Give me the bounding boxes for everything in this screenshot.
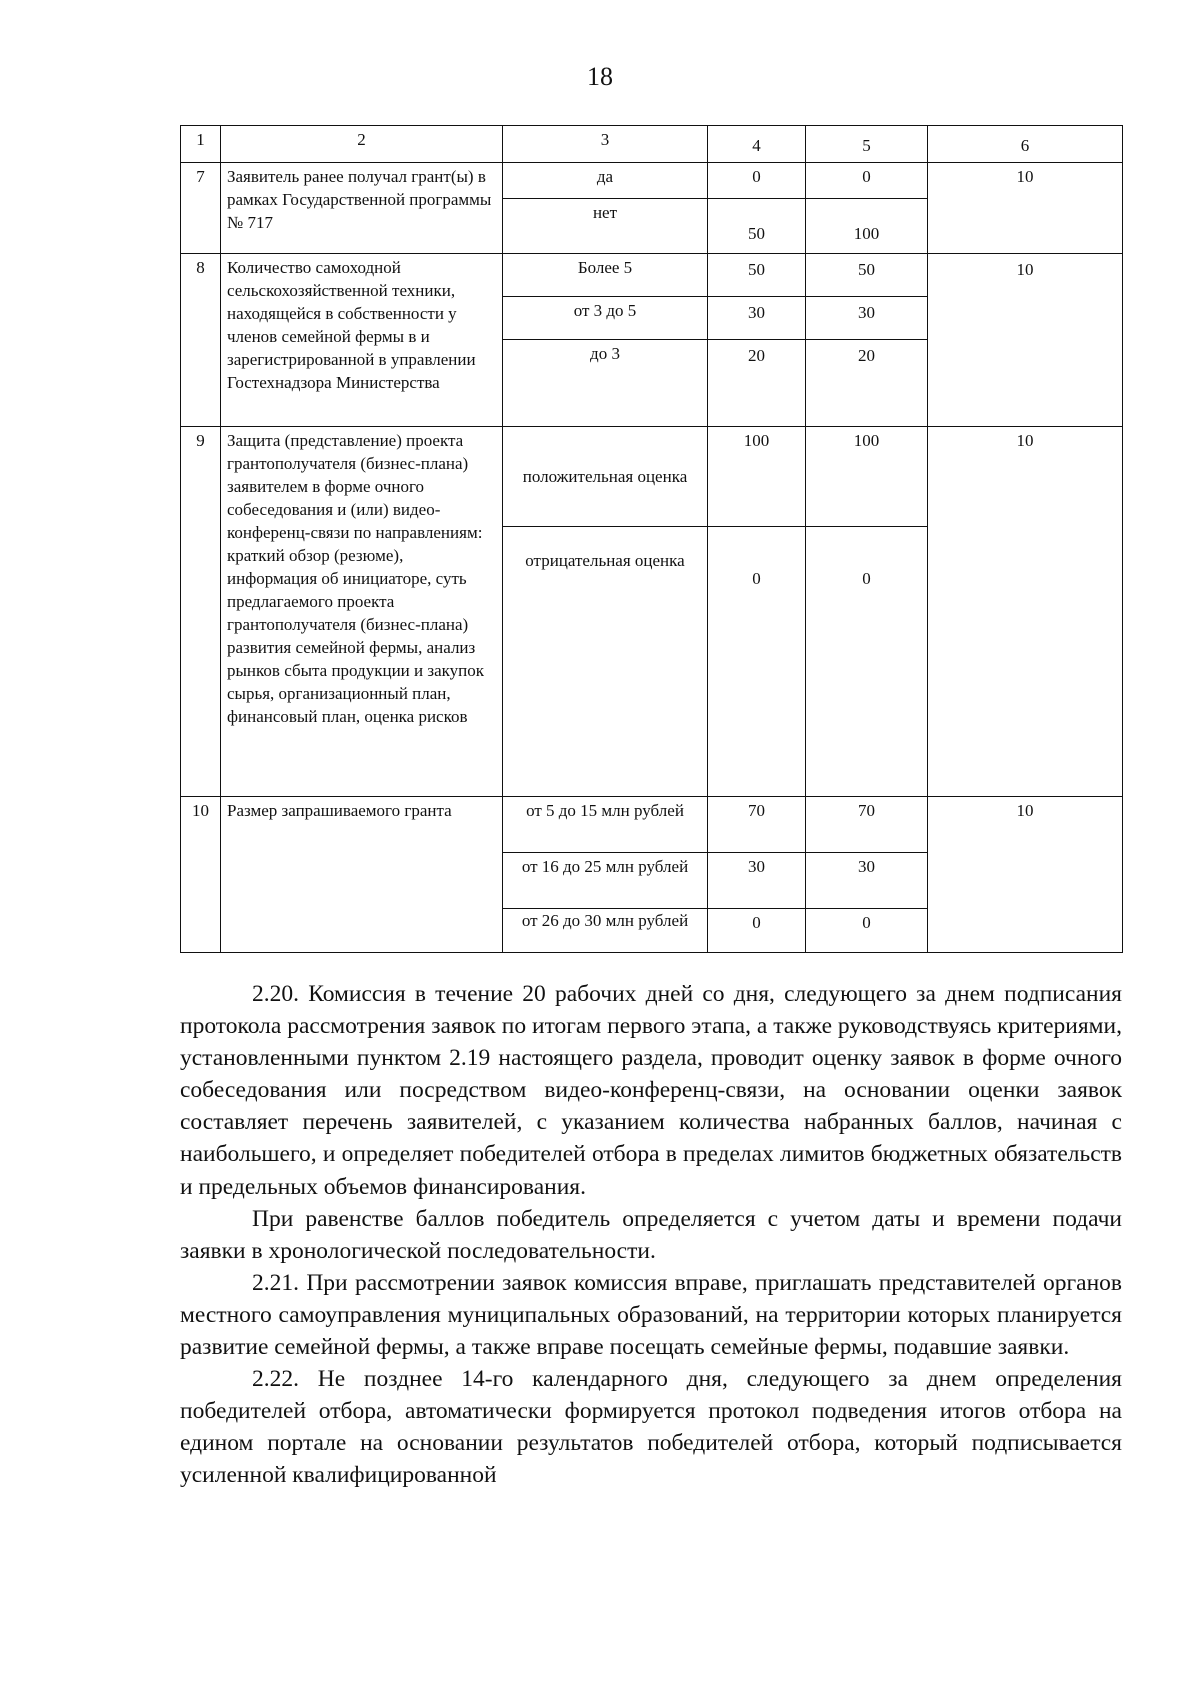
option-label: от 26 до 30 млн рублей bbox=[503, 909, 708, 953]
points-col5: 100 bbox=[806, 427, 928, 527]
points-col4: 50 bbox=[708, 199, 806, 254]
option-label: положительная оценка bbox=[503, 427, 708, 527]
row-number: 10 bbox=[181, 797, 221, 953]
header-cell: 3 bbox=[503, 126, 708, 163]
paragraph-2-20: 2.20. Комиссия в течение 20 рабочих дней со дня, следующего за днем подписания протокола рассмотрения заявок по итогам первого этапа, а также руководствуясь критериями, установленными пунктом 2.19 настоящего раздела, проводит оценку заявок в форме очного собеседования или посредством видео-конференц-связи, на основании оценки заявок составляет перечень заявителей, с указанием количества набранных баллов, начиная с наибольшего, и определяет победителей отбора в пределах лимитов бюджетных обязательств и предельных объемов финансирования. bbox=[180, 981, 1122, 1200]
row-number: 8 bbox=[181, 254, 221, 427]
header-cell: 6 bbox=[928, 126, 1123, 163]
option-label: до 3 bbox=[503, 340, 708, 427]
option-label: отрицательная оценка bbox=[503, 527, 708, 797]
criterion-text: Количество самоходной сельскохозяйственной техники, находящейся в собственности у членов семейной фермы в и зарегистрированной в управлении Гостехнадзора Министерства bbox=[221, 254, 503, 427]
header-cell: 2 bbox=[221, 126, 503, 163]
option-label: Более 5 bbox=[503, 254, 708, 297]
points-col4: 70 bbox=[708, 797, 806, 853]
points-col4: 30 bbox=[708, 853, 806, 909]
header-cell: 1 bbox=[181, 126, 221, 163]
points-col5: 20 bbox=[806, 340, 928, 427]
points-col5: 30 bbox=[806, 853, 928, 909]
points-col4: 20 bbox=[708, 340, 806, 427]
points-col4: 0 bbox=[708, 527, 806, 797]
table-row bbox=[181, 797, 1123, 853]
header-cell: 4 bbox=[708, 126, 806, 163]
points-col4: 0 bbox=[708, 163, 806, 199]
table-header-row bbox=[181, 126, 1123, 163]
table-row bbox=[181, 427, 1123, 527]
points-col5: 0 bbox=[806, 909, 928, 953]
header-cell: 5 bbox=[806, 126, 928, 163]
row-number: 9 bbox=[181, 427, 221, 797]
points-col4: 100 bbox=[708, 427, 806, 527]
points-col5: 50 bbox=[806, 254, 928, 297]
points-col5: 0 bbox=[806, 163, 928, 199]
criterion-text: Защита (представление) проекта грантополучателя (бизнес-плана) заявителем в форме очного собеседования и (или) видео-конференц-связи по направлениям: краткий обзор (резюме), информация об инициаторе, суть предлагаемого проекта грантополучателя (бизнес-плана) развития семейной фермы, анализ рынков сбыта продукции и закупок сырья, организационный план, финансовый план, оценка рисков bbox=[221, 427, 503, 797]
points-col5: 0 bbox=[806, 527, 928, 797]
option-label: от 16 до 25 млн рублей bbox=[503, 853, 708, 909]
paragraph-tie-rule: При равенстве баллов победитель определяется с учетом даты и времени подачи заявки в хронологической последовательности. bbox=[180, 1205, 1122, 1264]
option-label: нет bbox=[503, 199, 708, 254]
weight-cell: 10 bbox=[928, 254, 1123, 427]
weight-cell: 10 bbox=[928, 427, 1123, 797]
points-col4: 30 bbox=[708, 297, 806, 340]
option-label: от 5 до 15 млн рублей bbox=[503, 797, 708, 853]
points-col5: 70 bbox=[806, 797, 928, 853]
points-col5: 100 bbox=[806, 199, 928, 254]
weight-cell: 10 bbox=[928, 797, 1123, 953]
criteria-table bbox=[180, 125, 1123, 953]
criterion-text: Заявитель ранее получал грант(ы) в рамках Государственной программы № 717 bbox=[221, 163, 503, 254]
paragraph-2-21: 2.21. При рассмотрении заявок комиссия вправе, приглашать представителей органов местного самоуправления муниципальных образований, на территории которых планируется развитие семейной фермы, а также вправе посещать семейные фермы, подавшие заявки. bbox=[180, 1269, 1122, 1361]
body-text bbox=[180, 978, 1122, 1492]
points-col4: 0 bbox=[708, 909, 806, 953]
criterion-text: Размер запрашиваемого гранта bbox=[221, 797, 503, 953]
table-row bbox=[181, 254, 1123, 297]
option-label: да bbox=[503, 163, 708, 199]
table-row bbox=[181, 163, 1123, 199]
option-label: от 3 до 5 bbox=[503, 297, 708, 340]
weight-cell: 10 bbox=[928, 163, 1123, 254]
points-col4: 50 bbox=[708, 254, 806, 297]
row-number: 7 bbox=[181, 163, 221, 254]
points-col5: 30 bbox=[806, 297, 928, 340]
paragraph-2-22: 2.22. Не позднее 14-го календарного дня, следующего за днем определения победителей отбора, автоматически формируется протокол подведения итогов отбора на едином портале на основании результатов победителей отбора, который подписывается усиленной квалифицированной bbox=[180, 1366, 1122, 1489]
page-number: 18 bbox=[587, 62, 613, 91]
